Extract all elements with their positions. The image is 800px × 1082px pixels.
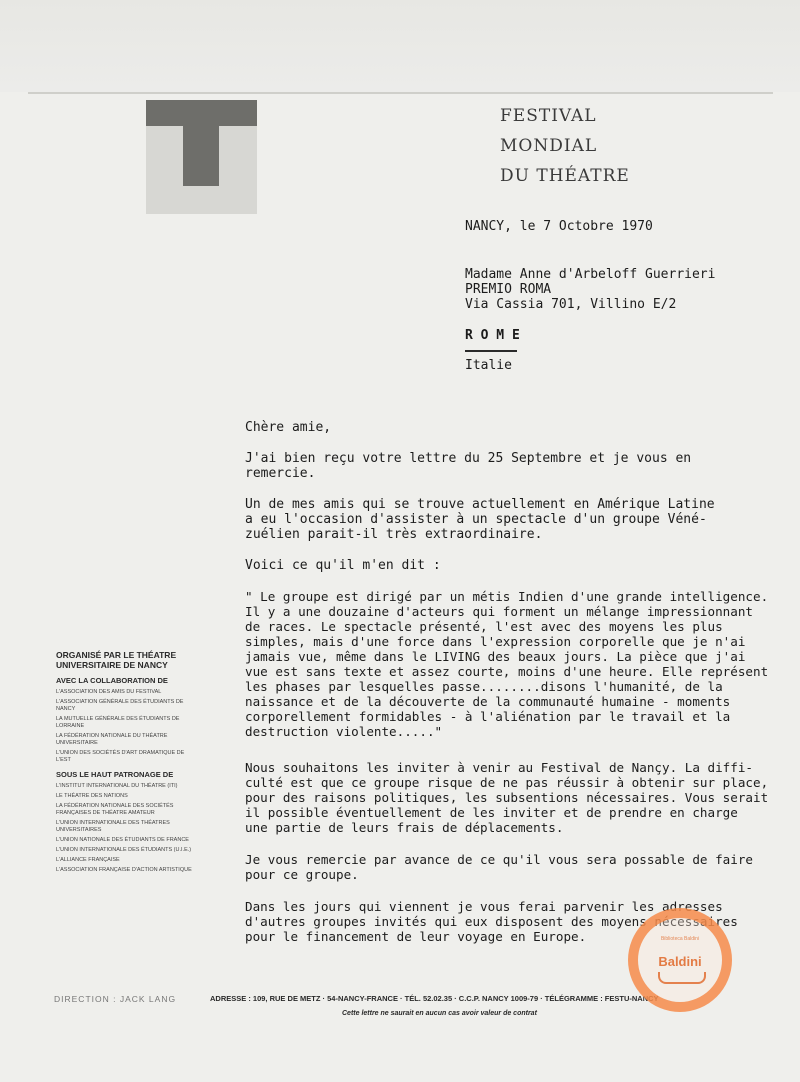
logo-t-stem xyxy=(183,126,219,186)
sidebar-patron-item: L'UNION INTERNATIONALE DES ÉTUDIANTS (U.I.E.) xyxy=(56,847,192,853)
stamp-emblem xyxy=(658,972,706,984)
sidebar-patron-item: L'UNION NATIONALE DES ÉTUDIANTS DE FRANCE xyxy=(56,837,189,843)
sidebar-collab-item: LA MUTUELLE GÉNÉRALE DES ÉTUDIANTS DE LORRAINE xyxy=(56,716,180,729)
recipient-country: Italie xyxy=(465,358,512,373)
scan-top-margin xyxy=(0,0,800,92)
recipient-street: Via Cassia 701, Villino E/2 xyxy=(465,297,677,312)
salutation: Chère amie, xyxy=(245,420,332,435)
city-underline xyxy=(465,350,517,352)
paragraph-5: Je vous remercie par avance de ce qu'il vous sera possable de faire pour ce groupe. xyxy=(245,852,753,882)
sidebar-collab-item: L'ASSOCIATION GÉNÉRALE DES ÉTUDIANTS DE NANCY xyxy=(56,699,184,712)
paragraph-6: Dans les jours qui viennent je vous ferai parvenir les adresses d'autres groupes invités qui eux disposent des moyens nécessaires pour le financement de leur voyage en Europe. xyxy=(245,899,738,944)
recipient-org: PREMIO ROMA xyxy=(465,282,552,297)
sidebar-organizers xyxy=(56,650,196,874)
sidebar-patron-item: L'INSTITUT INTERNATIONAL DU THÉATRE (ITI) xyxy=(56,783,178,789)
paragraph-4: Nous souhaitons les inviter à venir au Festival de Nançy. La diffi- culté est que ce groupe risque de ne pas réussir à obtenir sur place, pour des raisons politiques, les subsentions nécessaires. Vous serait il possible éventuellement de les inviter et de prendre en charge une partie de leurs frais de déplacements. xyxy=(245,760,769,835)
footer-address: ADRESSE : 109, RUE DE METZ · 54-NANCY-FRANCE · TÉL. 52.02.35 · C.C.P. NANCY 1009-79 · TÉLÉGRAMME : FESTU-NANCY xyxy=(210,994,659,1003)
theatre-t-logo xyxy=(146,100,257,214)
sidebar-heading-patronage: SOUS LE HAUT PATRONAGE DE xyxy=(56,770,174,779)
letterhead-line-2: MONDIAL xyxy=(500,136,598,156)
recipient-name: Madame Anne d'Arbeloff Guerrieri xyxy=(465,267,716,282)
footer-disclaimer: Cette lettre ne saurait en aucun cas avoir valeur de contrat xyxy=(342,1010,537,1017)
date-line: NANCY, le 7 Octobre 1970 xyxy=(465,219,653,234)
paragraph-1: J'ai bien reçu votre lettre du 25 Septembre et je vous en remercie. xyxy=(245,451,692,481)
paragraph-2: Un de mes amis qui se trouve actuellement en Amérique Latine a eu l'occasion d'assister à un spectacle d'un groupe Véné- zuélien parait-il très extraordinaire. xyxy=(245,497,715,542)
sidebar-patron-item: L'ASSOCIATION FRANÇAISE D'ACTION ARTISTIQUE xyxy=(56,867,192,873)
sidebar-collab-item: L'UNION DES SOCIÉTÉS D'ART DRAMATIQUE DE L'EST xyxy=(56,750,185,763)
sidebar-patron-item: L'UNION INTERNATIONALE DES THÉATRES UNIVERSITAIRES xyxy=(56,820,170,833)
quote-paragraph: " Le groupe est dirigé par un métis Indien d'une grande intelligence. Il y a une douzaine d'acteurs qui forment un mélange impressionnant de races. Le spectacle présenté, l'est avec des moyens les plus simples, mais d'une force dans l'expression corporelle que je n'ai jamais vue, même dans le LIVING des beaux jours. La pièce que j'ai vue est sans texte et assez courte, moins d'une heure. Elle représent les phases par lesquelles passe........disons l'humanité, de la naissance et de la découverte de la communauté humaine - moments corporellement formidables - à l'aliénation par le travail et la destruction violente....." xyxy=(245,589,769,739)
sidebar-collab-item: L'ASSOCIATION DES AMIS DU FESTIVAL xyxy=(56,689,162,695)
logo-t-bar xyxy=(146,100,257,126)
letterhead-line-3: DU THÉATRE xyxy=(500,166,630,186)
library-stamp xyxy=(628,908,732,1012)
paragraph-3: Voici ce qu'il m'en dit : xyxy=(245,558,441,573)
recipient-city: R O M E xyxy=(465,328,520,343)
sidebar-heading-collab: AVEC LA COLLABORATION DE xyxy=(56,676,168,685)
stamp-subtitle: Biblioteca Baldini xyxy=(660,936,700,942)
sidebar-heading-organized: ORGANISÉ PAR LE THÉATRE UNIVERSITAIRE DE NANCY xyxy=(56,650,177,670)
sidebar-collab-item: LA FÉDÉRATION NATIONALE DU THÉATRE UNIVERSITAIRE xyxy=(56,733,168,746)
stamp-name: Baldini xyxy=(658,954,702,969)
sidebar-patron-item: L'ALLIANCE FRANÇAISE xyxy=(56,857,120,863)
sidebar-patron-item: LA FÉDÉRATION NATIONALE DES SOCIÉTÉS FRANÇAISES DE THÉATRE AMATEUR xyxy=(56,803,174,816)
sidebar-patron-item: LE THÉATRE DES NATIONS xyxy=(56,793,128,799)
director-credit: DIRECTION : JACK LANG xyxy=(54,994,177,1004)
page-edge-line xyxy=(28,92,773,94)
letterhead-line-1: FESTIVAL xyxy=(500,106,597,126)
